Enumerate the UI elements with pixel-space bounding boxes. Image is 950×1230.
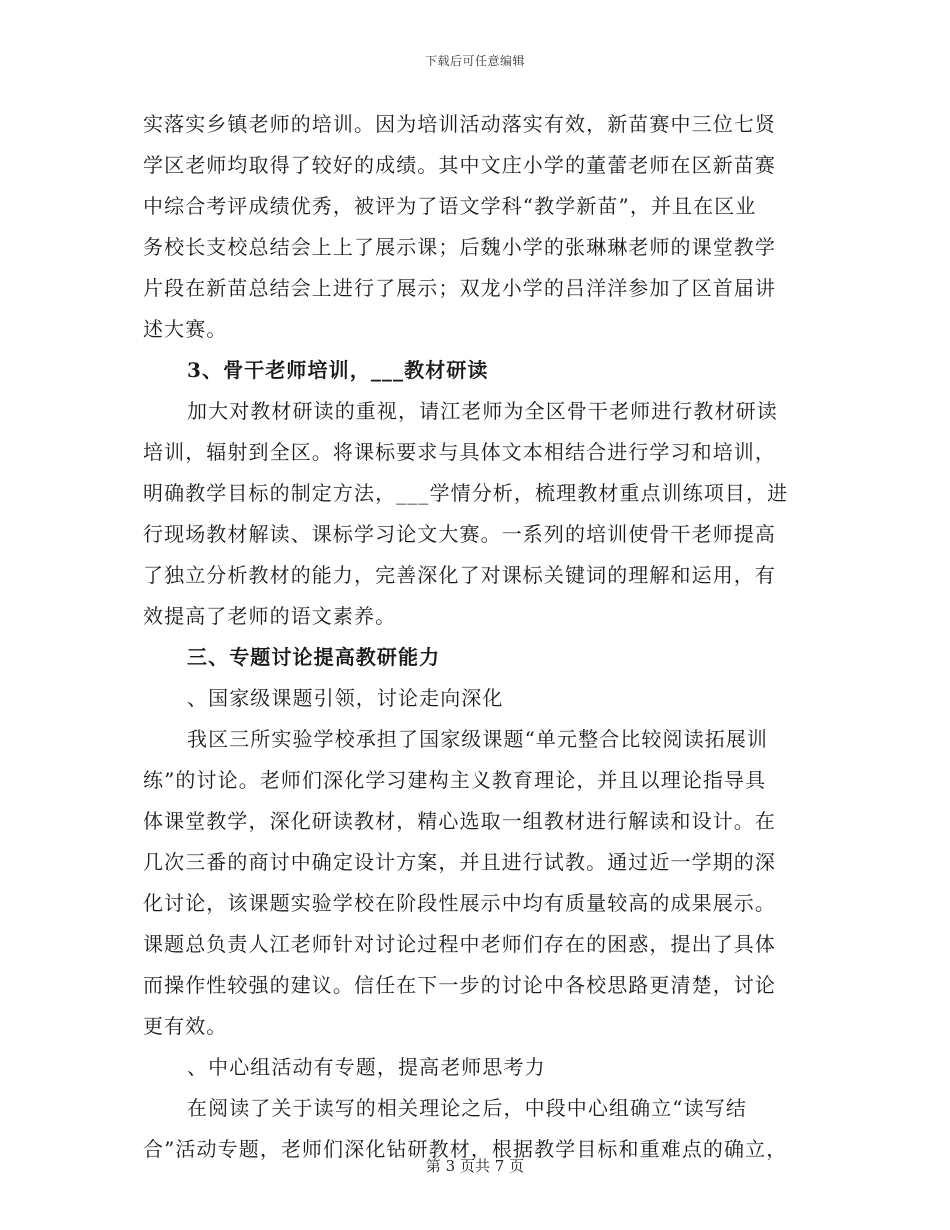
page-footer: 第 3 页共 7 页 bbox=[425, 1157, 525, 1175]
paragraph-line: 练”的讨论。老师们深化学习建构主义教育理论，并且以理论指导具 bbox=[143, 768, 767, 792]
subsection-heading: 、中心组活动有专题，提高老师思考力 bbox=[187, 1055, 546, 1079]
paragraph-line: 体课堂教学，深化研读教材，精心选取一组教材进行解读和设计。在 bbox=[143, 809, 776, 833]
paragraph-line: 在阅读了关于读写的相关理论之后，中段中心组确立“读写结 bbox=[187, 1096, 747, 1120]
paragraph-line: 明确教学目标的制定方法，___学情分析，梳理教材重点训练项目，进 bbox=[143, 481, 789, 505]
paragraph-line: 培训，辐射到全区。将课标要求与具体文本相结合进行学习和培训， bbox=[143, 440, 776, 464]
section-heading: 三、专题讨论提高教研能力 bbox=[187, 645, 441, 669]
paragraph-line: 述大赛。 bbox=[143, 317, 228, 341]
paragraph-line: 而操作性较强的建议。信任在下一步的讨论中各校思路更清楚，讨论 bbox=[143, 973, 776, 997]
paragraph-line: 合”活动专题，老师们深化钻研教材，根据教学目标和重难点的确立， bbox=[143, 1137, 788, 1161]
paragraph-line: 课题总负责人江老师针对讨论过程中老师们存在的困惑，提出了具体 bbox=[143, 932, 776, 956]
subsection-heading: 、国家级课题引领，讨论走向深化 bbox=[187, 686, 504, 710]
paragraph-line: 化讨论，该课题实验学校在阶段性展示中均有质量较高的成果展示。 bbox=[143, 891, 776, 915]
paragraph-line: 行现场教材解读、课标学习论文大赛。一系列的培训使骨干老师提高 bbox=[143, 522, 776, 546]
paragraph-line: 实落实乡镇老师的培训。因为培训活动落实有效，新苗赛中三位七贤 bbox=[143, 112, 776, 136]
paragraph-line: 学区老师均取得了较好的成绩。其中文庄小学的董蕾老师在区新苗赛 bbox=[143, 153, 776, 177]
paragraph-line: 了独立分析教材的能力，完善深化了对课标关键词的理解和运用，有 bbox=[143, 563, 776, 587]
paragraph-line: 中综合考评成绩优秀，被评为了语文学科“教学新苗”，并且在区业 bbox=[143, 194, 757, 218]
paragraph-line: 几次三番的商讨中确定设计方案，并且进行试教。通过近一学期的深 bbox=[143, 850, 776, 874]
page-header: 下载后可任意编辑 bbox=[424, 54, 525, 68]
paragraph-line: 更有效。 bbox=[143, 1014, 228, 1038]
paragraph-line: 加大对教材研读的重视，请江老师为全区骨干老师进行教材研读 bbox=[187, 399, 778, 423]
paragraph-line: 务校长支校总结会上上了展示课；后魏小学的张琳琳老师的课堂教学 bbox=[143, 235, 776, 259]
section-heading: 3、骨干老师培训，___教材研读 bbox=[187, 358, 489, 382]
paragraph-line: 效提高了老师的语文素养。 bbox=[143, 604, 397, 628]
paragraph-line: 片段在新苗总结会上进行了展示；双龙小学的吕洋洋参加了区首届讲 bbox=[143, 276, 776, 300]
paragraph-line: 我区三所实验学校承担了国家级课题“单元整合比较阅读拓展训 bbox=[187, 727, 769, 751]
document-body bbox=[143, 104, 809, 1170]
